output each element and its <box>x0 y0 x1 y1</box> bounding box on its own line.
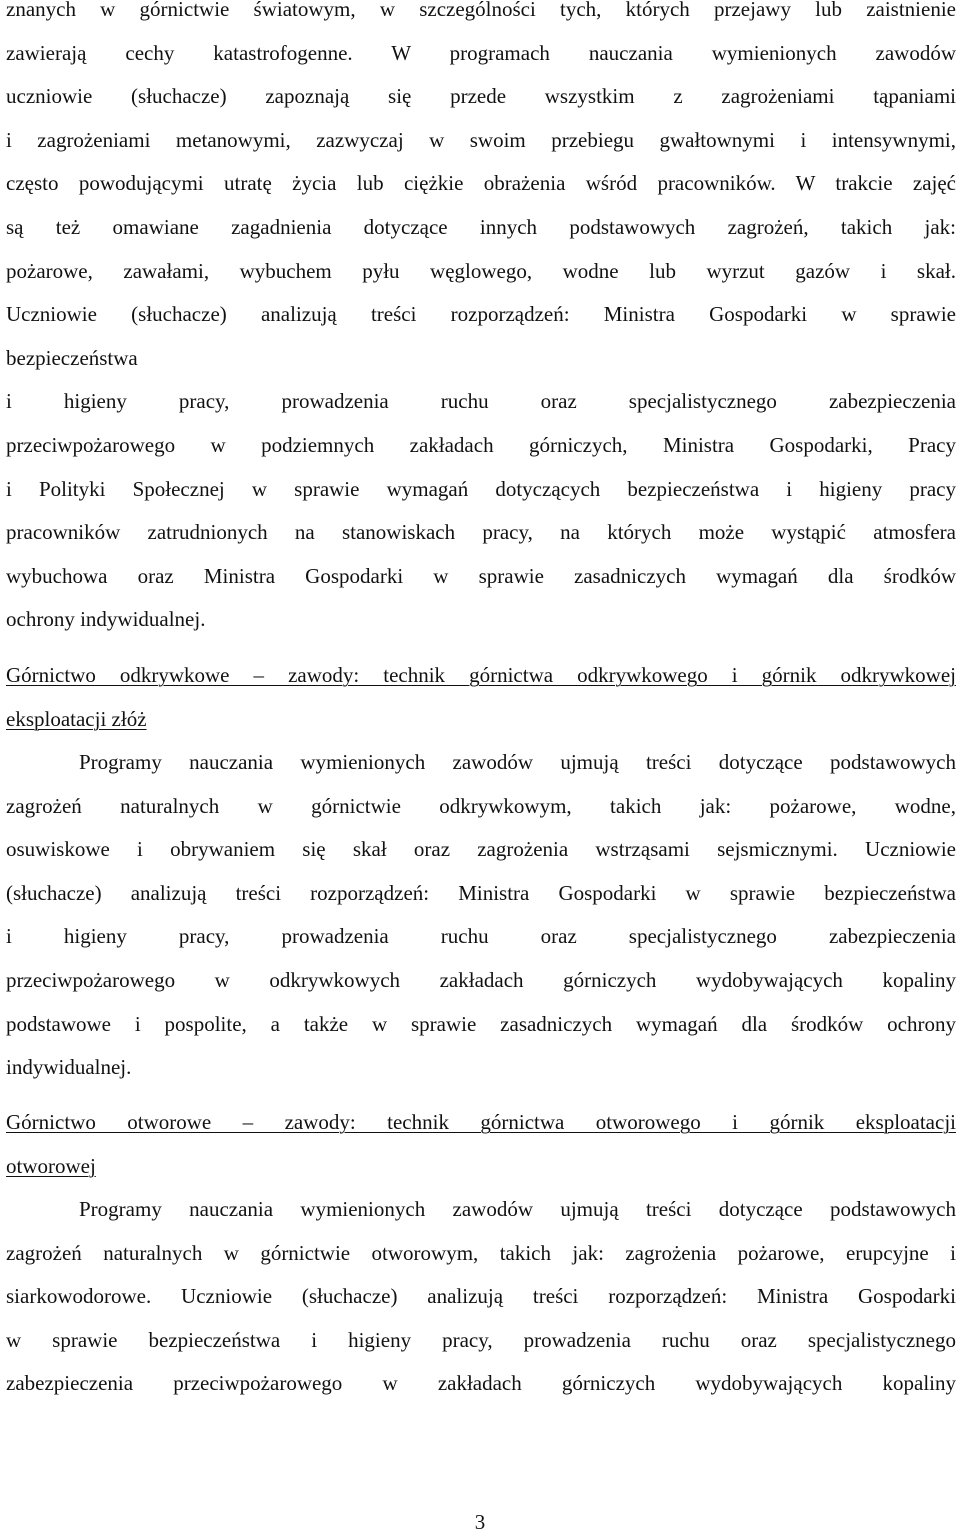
text-line: pracowników zatrudnionych na stanowiskach pracy, na których może wystąpić atmosfera <box>6 520 956 545</box>
heading-line: otworowej <box>6 1153 96 1178</box>
section-heading-surface-mining <box>6 654 956 741</box>
text-line: i zagrożeniami metanowymi, zazwyczaj w swoim przebiegu gwałtownymi i intensywnymi, <box>6 127 956 152</box>
text-line: są też omawiane zagadnienia dotyczące innych podstawowych zagrożeń, takich jak: <box>6 214 956 239</box>
text-line: i Polityki Społecznej w sprawie wymagań dotyczących bezpieczeństwa i higieny pracy <box>6 476 956 501</box>
text-line: przeciwpożarowego w odkrywkowych zakładach górniczych wydobywających kopaliny <box>6 967 956 992</box>
text-line: Programy nauczania wymienionych zawodów ujmują treści dotyczące podstawowych <box>79 1197 956 1221</box>
paragraph-hazards-underground <box>6 0 956 642</box>
heading-line: Górnictwo otworowe – zawody: technik górnictwa otworowego i górnik eksploatacji <box>6 1110 956 1134</box>
text-line: indywidualnej. <box>6 1055 132 1080</box>
paragraph-surface-mining <box>6 741 956 1090</box>
section-heading-borehole-mining <box>6 1101 956 1188</box>
heading-line: Górnictwo odkrywkowe – zawody: technik górnictwa odkrywkowego i górnik odkrywkowej <box>6 663 956 687</box>
text-line: (słuchacze) analizują treści rozporządzeń: Ministra Gospodarki w sprawie bezpieczeństwa <box>6 880 956 905</box>
text-line: osuwiskowe i obrywaniem się skał oraz zagrożenia wstrząsami sejsmicznymi. Uczniowie <box>6 837 956 862</box>
text-line: zawierają cechy katastrofogenne. W programach nauczania wymienionych zawodów <box>6 40 956 65</box>
paragraph-borehole-mining <box>6 1188 956 1406</box>
text-line: bezpieczeństwa <box>6 345 138 370</box>
text-line: siarkowodorowe. Uczniowie (słuchacze) analizują treści rozporządzeń: Ministra Gospodarki <box>6 1284 956 1309</box>
text-line: znanych w górnictwie światowym, w szczególności tych, których przejawy lub zaistnienie <box>6 0 956 21</box>
text-line: Programy nauczania wymienionych zawodów ujmują treści dotyczące podstawowych <box>79 750 956 774</box>
text-line: podstawowe i pospolite, a także w sprawie zasadniczych wymagań dla środków ochrony <box>6 1011 956 1036</box>
text-line: zagrożeń naturalnych w górnictwie otworowym, takich jak: zagrożenia pożarowe, erupcyjne i <box>6 1240 956 1265</box>
text-line: zabezpieczenia przeciwpożarowego w zakładach górniczych wydobywających kopaliny <box>6 1371 956 1396</box>
text-line: przeciwpożarowego w podziemnych zakładach górniczych, Ministra Gospodarki, Pracy <box>6 432 956 457</box>
text-line: często powodującymi utratę życia lub ciężkie obrażenia wśród pracowników. W trakcie zajęć <box>6 171 956 196</box>
text-line: w sprawie bezpieczeństwa i higieny pracy, prowadzenia ruchu oraz specjalistycznego <box>6 1327 956 1352</box>
heading-line: eksploatacji złóż <box>6 706 147 731</box>
text-line: i higieny pracy, prowadzenia ruchu oraz specjalistycznego zabezpieczenia <box>6 924 956 949</box>
text-line: ochrony indywidualnej. <box>6 607 206 632</box>
page-number: 3 <box>474 1510 486 1534</box>
text-line: pożarowe, zawałami, wybuchem pyłu węglowego, wodne lub wyrzut gazów i skał. <box>6 258 956 283</box>
text-line: uczniowie (słuchacze) zapoznają się przede wszystkim z zagrożeniami tąpaniami <box>6 84 956 109</box>
text-line: Uczniowie (słuchacze) analizują treści rozporządzeń: Ministra Gospodarki w sprawie <box>6 302 956 327</box>
text-line: zagrożeń naturalnych w górnictwie odkrywkowym, takich jak: pożarowe, wodne, <box>6 793 956 818</box>
text-line: i higieny pracy, prowadzenia ruchu oraz specjalistycznego zabezpieczenia <box>6 389 956 414</box>
text-line: wybuchowa oraz Ministra Gospodarki w sprawie zasadniczych wymagań dla środków <box>6 563 956 588</box>
